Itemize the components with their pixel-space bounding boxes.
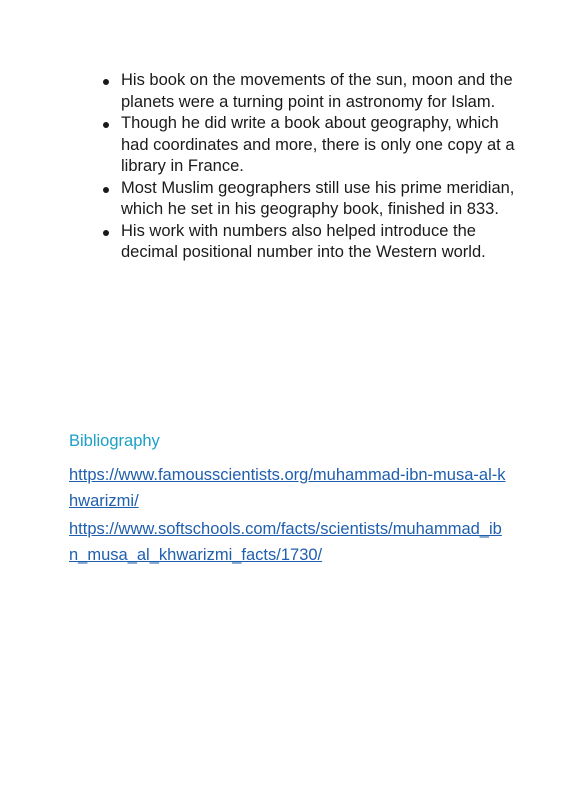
bullet-item [0,221,521,264]
fact-bullet-list [0,70,521,264]
bullet-item [0,70,521,113]
bibliography-heading: Bibliography [69,432,160,450]
bullet-dot-icon [103,230,109,236]
bullet-item [0,113,521,178]
bullet-dot-icon [103,79,109,85]
bullet-text: Though he did write a book about geography, which had coordinates and more, there is only one copy at a library in France. [121,114,515,175]
bullet-dot-icon [103,122,109,128]
bibliography-link-famousscientists[interactable]: https://www.famousscientists.org/muhammad-ibn-musa-al-khwarizmi/ [69,466,506,510]
bullet-dot-icon [103,187,109,193]
bullet-text: His work with numbers also helped introduce the decimal positional number into the Western world. [121,221,486,261]
bibliography-link-softschools[interactable]: https://www.softschools.com/facts/scientists/muhammad_ibn_musa_al_khwarizmi_facts/1730/ [69,520,502,564]
bullet-text: His book on the movements of the sun, moon and the planets were a turning point in astronomy for Islam. [121,71,513,111]
bullet-item [0,178,521,221]
bibliography-section [69,430,509,570]
bullet-text: Most Muslim geographers still use his prime meridian, which he set in his geography book, finished in 833. [121,178,515,218]
